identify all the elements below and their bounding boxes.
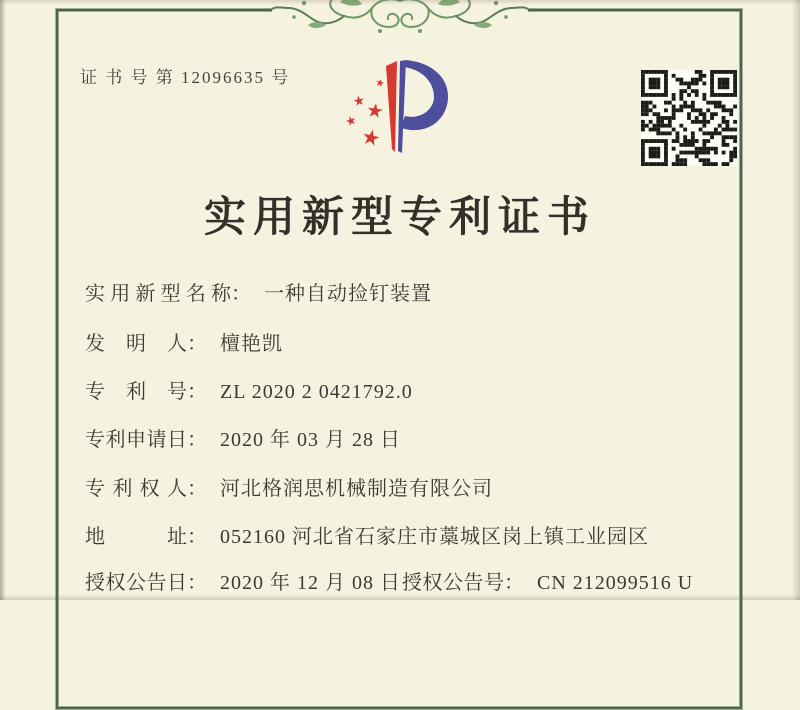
qr-code [641,70,737,166]
field-value: 一种自动捡钉装置 [264,283,432,305]
field-row-inventor [85,333,283,355]
field-value: 2020 年 12 月 08 日 [220,572,401,594]
cnipa-stars-p-logo-icon [335,50,465,162]
field-label: 授权公告日 [85,572,187,594]
field-row-grant [85,572,694,594]
field-value: CN 212099516 U [537,572,694,594]
certificate-number: 证 书 号 第 12096635 号 [80,68,291,87]
field-label: 专利申请日 [85,429,187,451]
field-value: 河北格润思机械制造有限公司 [220,478,493,500]
field-label: 实用新型名称 [85,283,231,305]
field-grant-number [402,572,693,594]
field-colon: ： [504,572,524,594]
field-row-patentee [85,478,493,500]
field-colon: ： [187,333,207,355]
field-colon: ： [187,572,207,594]
field-label: 发明人 [85,333,187,355]
field-label: 专利号 [85,381,187,403]
field-colon: ： [231,283,251,305]
field-label: 授权公告号 [402,572,504,594]
field-row-address [85,526,649,548]
field-colon: ： [187,478,207,500]
field-value: 2020 年 03 月 28 日 [220,429,401,451]
field-colon: ： [187,429,207,451]
field-label: 专利权人 [85,478,187,500]
field-row-filing-date [85,429,401,451]
field-grant-date [85,572,401,594]
field-value: ZL 2020 2 0421792.0 [220,381,413,403]
field-value: 檀艳凯 [220,333,283,355]
field-colon: ： [187,381,207,403]
field-row-utility-model-name [85,283,432,305]
field-colon: ： [187,526,207,548]
field-label: 地址 [85,526,187,548]
field-row-patent-number [85,381,413,403]
field-value: 052160 河北省石家庄市藁城区岗上镇工业园区 [220,526,649,548]
certificate-title: 实用新型专利证书 [203,195,596,241]
